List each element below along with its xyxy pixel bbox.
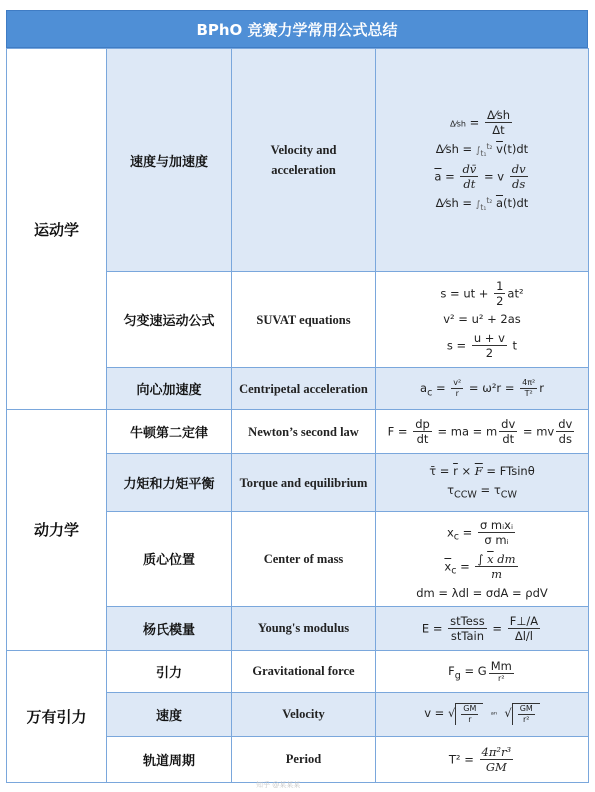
formula: $\overline{a}$ = $\frac{dv̄}{dt}$ = v $\frac{dv}{ds}$ (434, 162, 526, 192)
formula-table (6, 48, 589, 783)
formula-cell (376, 49, 589, 272)
topic-cn: 速度与加速度 (107, 49, 232, 272)
formula: Δ⁄sh = $\int_{t_1}^{t_2}$ $\overline{a}(t)dt$ (435, 195, 529, 212)
topic-en: Center of mass (232, 512, 376, 607)
topic-en: SUVAT equations (232, 272, 376, 368)
group-gravitation: 万有引力 (7, 650, 107, 782)
formula-cell (376, 650, 589, 692)
topic-cn: 向心加速度 (107, 368, 232, 410)
formula-sheet (6, 10, 588, 783)
formula-cell (376, 512, 589, 607)
formula: $\overline{x}_c$ = $\frac{\int \overline{x} dm}{m}$ (444, 551, 516, 582)
formula: Δ⁄sh = $\int_{t_1}^{t_2}$ $\overline{v}(t)dt$ (435, 141, 529, 158)
topic-cn: 引力 (107, 650, 232, 692)
formula: s = ut + $\frac{1}{2}$ at² (440, 278, 524, 308)
topic-cn: 牛顿第二定律 (107, 410, 232, 454)
table-row (7, 49, 589, 272)
formula-cell (376, 692, 589, 736)
topic-en: Newton’s second law (232, 410, 376, 454)
formula-cell (376, 454, 589, 512)
formula: $\tau_{CCW} = \tau_{CW}$ (447, 482, 517, 500)
formula: $a_c$ = $\frac{\text{v²}}{r}$ = ω²r = $\frac{\text{4π²}}{\text{T²}}$ r (420, 377, 544, 399)
formula-cell (376, 736, 589, 782)
formula: v² = u² + 2as (443, 312, 521, 327)
formula-cell (376, 410, 589, 454)
formula-cell (376, 368, 589, 410)
formula: τ̄ = $\overline{r} \times \overline{F} = FTsin\theta$ (429, 464, 535, 479)
topic-cn: 速度 (107, 692, 232, 736)
topic-cn: 质心位置 (107, 512, 232, 607)
topic-en: Velocity and acceleration (232, 49, 376, 272)
formula: E = stTess stTain = $\frac{F\perp/A}{\Delta l/l}$ (421, 613, 539, 643)
topic-cn: 力矩和力矩平衡 (107, 454, 232, 512)
formula-cell (376, 606, 589, 650)
group-dynamics: 动力学 (7, 410, 107, 651)
formula: s = $\frac{u + v}{2}$ t (446, 330, 518, 361)
formula: Δ⁄sh = $\frac{\Delta⁄sh}{\Delta t}$ (449, 108, 511, 138)
formula: $F_g = G$ Mm r² (448, 658, 512, 684)
group-kinematics: 运动学 (7, 49, 107, 410)
sheet-title: BPhO 竞赛力学常用公式总结 (6, 10, 588, 48)
table-row (7, 650, 589, 692)
formula-cell (376, 272, 589, 368)
topic-cn: 杨氏模量 (107, 606, 232, 650)
table-row (7, 410, 589, 454)
topic-en: Torque and equilibrium (232, 454, 376, 512)
topic-cn: 匀变速运动公式 (107, 272, 232, 368)
formula: $x_c$ = σ mᵢxᵢ σ mᵢ (446, 518, 514, 548)
topic-en: Period (232, 736, 376, 782)
formula: F = $\frac{dp}{dt}$ = ma = m $\frac{dv}{dt}$ = mv $\frac{dv}{ds}$ (387, 416, 573, 446)
formula: v = √ $\frac{GM}{r}$ ᵃⁿ √ $\frac{GM}{\text{r²}}$ (380, 703, 584, 725)
topic-en: Centripetal acceleration (232, 368, 376, 410)
topic-cn: 轨道周期 (107, 736, 232, 782)
topic-en: Gravitational force (232, 650, 376, 692)
watermark: 知乎 @某某某 (256, 781, 301, 789)
topic-en: Velocity (232, 692, 376, 736)
topic-en: Young's modulus (232, 606, 376, 650)
formula: dm = λdl = σdA = ρdV (416, 585, 548, 600)
formula: T² = $\frac{\text{4π²r³}}{GM}$ (448, 744, 512, 774)
